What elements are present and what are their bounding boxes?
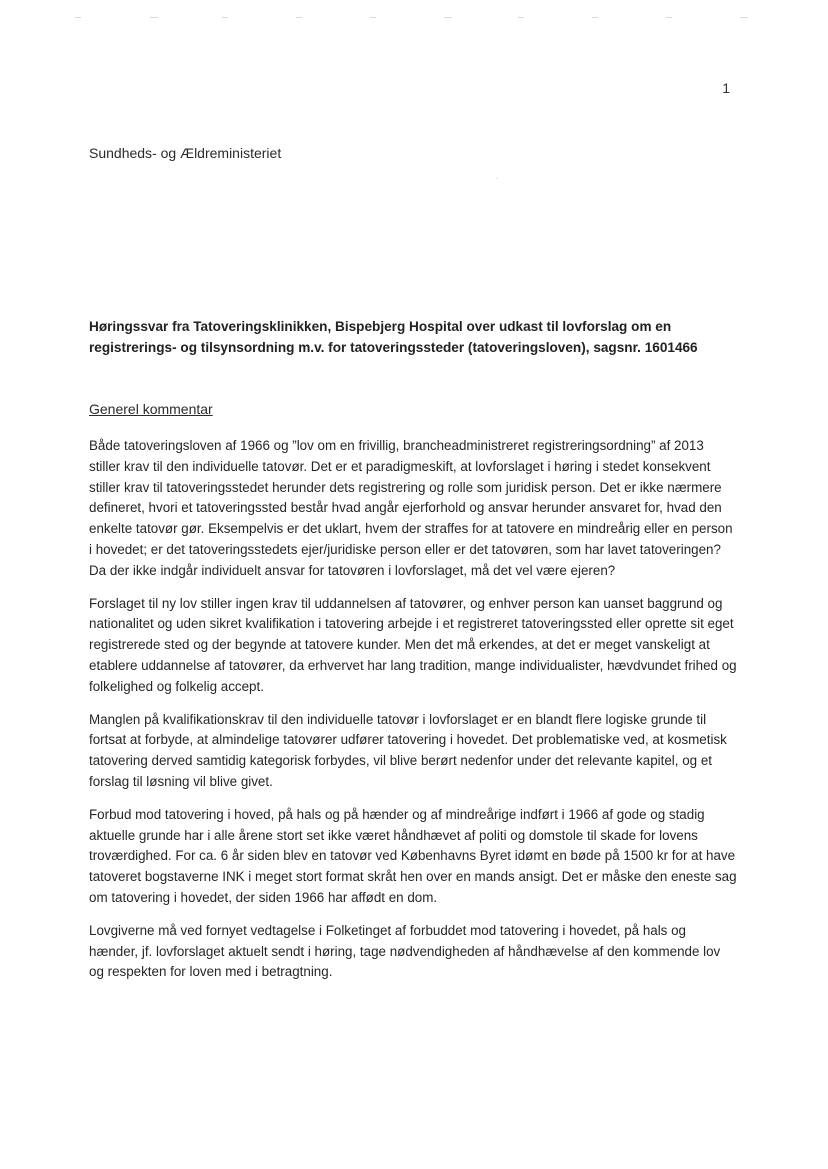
paragraph-1: Både tatoveringsloven af 1966 og ”lov om en frivillig, brancheadministreret registreringsordning” af 2013 stiller krav til den individuelle tatovør. Det er et paradigmeskift, at lovforslaget i høring i stedet konsekvent stiller krav til tatoveringsstedet herunder dets registrering og rolle som juridisk person. Det er ikke nærmere defineret, hvori et tatoveringssted består hvad angår ejerforhold og ansvar herunder ansvaret for, hvad den enkelte tatovør gør. Eksempelvis er det uklart, hvem der straffes for at tatovere en mindreårig eller en person i hovedet; er det tatoveringsstedets ejer/juridiske person eller er det tatovøren, som har lavet tatoveringen? Da der ikke indgår individuelt ansvar for tatovøren i lovforslaget, må det vel være ejeren? [89,438,733,578]
paragraph-4: Forbud mod tatovering i hoved, på hals og på hænder og af mindreårige indført i 1966 af gode og stadig aktuelle grunde har i alle årene stort set ikke været håndhævet af politi og domstole til skade for lovens troværdighed. For ca. 6 år siden blev en tatovør ved Københavns Byret idømt en bøde på 1500 kr for at have tatoveret bogstaverne INK i meget stort format skråt hen over en mands ansigt. Det er måske den eneste sag om tatovering i hovedet, der siden 1966 har affødt en dom. [89,806,737,905]
scan-dash [592,17,598,18]
scan-dash [222,17,228,18]
scan-dash [518,17,524,18]
body-text [89,436,737,995]
scan-dash [150,17,158,18]
scan-speck [496,178,498,179]
scan-dash [666,17,672,18]
scan-artifacts [0,14,828,20]
scan-dash [296,17,302,18]
paragraph-2: Forslaget til ny lov stiller ingen krav til uddannelsen af tatovører, og enhver person kan uanset baggrund og nationalitet og uden sikret kvalifikation i tatovering arbejde i et registreret tatoveringssted eller oprette sit eget registrerede sted og der begynde at tatovere kunder. Men det må erkendes, at det er meget vanskeligt at etablere uddannelse af tatovører, da erhvervet har lang tradition, mange individualister, hævdvundet frihed og folkelighed og folkelig accept. [89,595,737,694]
page-number: 1 [722,80,730,96]
recipient-line: Sundheds- og Ældreministeriet [89,145,282,161]
scan-dash [740,17,748,18]
paragraph-3: Manglen på kvalifikationskrav til den individuelle tatovør i lovforslaget er en blandt flere logiske grunde til fortsat at forbyde, at almindelige tatovører udfører tatovering i hovedet. Det problematiske ved, at kosmetisk tatovering derved samtidig kategorisk forbydes, vil blive berørt nedenfor under det relevante kapitel, og et forslag til løsning vil blive givet. [89,711,727,789]
scan-dash [75,17,81,18]
scan-dash [370,17,376,18]
section-heading: Generel kommentar [89,401,213,417]
document-title: Høringssvar fra Tatoveringsklinikken, Bispebjerg Hospital over udkast til lovforslag om en registrerings- og tilsynsordning m.v. for tatoveringssteder (tatoveringsloven), sagsnr. 1601466 [89,319,698,355]
paragraph-5: Lovgiverne må ved fornyet vedtagelse i Folketinget af forbuddet mod tatovering i hovedet, på hals og hænder, jf. lovforslaget aktuelt sendt i høring, tage nødvendigheden af håndhævelse af den kommende lov og respekten for loven med i betragtning. [89,922,721,980]
scan-dash [444,17,452,18]
